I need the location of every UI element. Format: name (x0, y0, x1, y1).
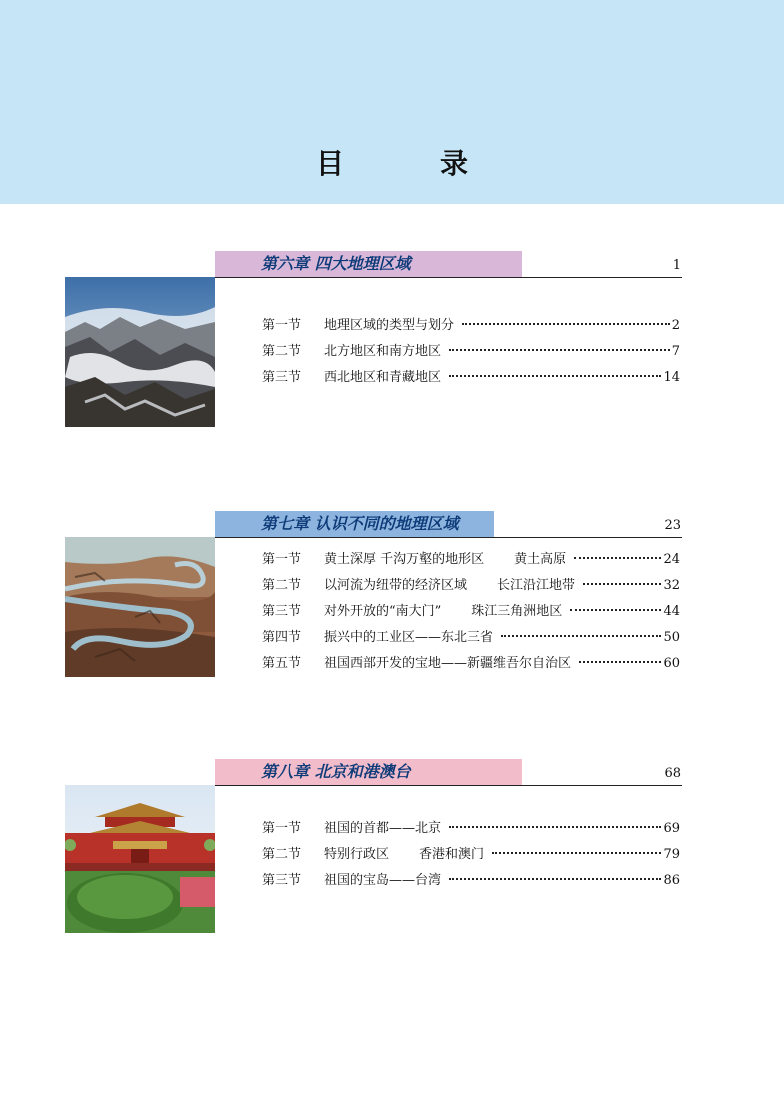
dot-leader (574, 557, 661, 559)
snowy-mountains-photo (65, 277, 215, 427)
list-item[interactable] (262, 626, 680, 652)
list-item[interactable] (262, 817, 680, 843)
section-number: 第三节 (262, 873, 302, 888)
list-item[interactable] (262, 843, 680, 869)
section-title: 西北地区和青藏地区 (324, 370, 442, 385)
chapter-page-number: 23 (664, 518, 681, 533)
section-page-number: 32 (663, 578, 680, 593)
section-subtitle: 长江沿江地带 (497, 578, 576, 593)
section-page-number: 50 (663, 630, 680, 645)
chapter-title[interactable]: 第八章 北京和港澳台 (215, 759, 522, 785)
section-list (262, 817, 680, 895)
dot-leader (501, 635, 661, 637)
section-list (262, 314, 680, 392)
section-page-number: 79 (663, 847, 680, 862)
dot-leader (449, 375, 661, 377)
dot-leader (579, 661, 661, 663)
section-number: 第三节 (262, 370, 302, 385)
header-band (0, 0, 784, 204)
section-title: 对外开放的“南大门” (324, 604, 442, 619)
list-item[interactable] (262, 869, 680, 895)
section-number: 第一节 (262, 552, 302, 567)
list-item[interactable] (262, 548, 680, 574)
section-title: 北方地区和南方地区 (324, 344, 442, 359)
section-title: 特别行政区 (324, 847, 390, 862)
section-title: 祖国的首都——北京 (324, 821, 442, 836)
loess-plateau-river-photo (65, 537, 215, 677)
dot-leader (449, 826, 661, 828)
section-number: 第二节 (262, 578, 302, 593)
dot-leader (583, 583, 661, 585)
dot-leader (462, 323, 670, 325)
section-page-number: 86 (663, 873, 680, 888)
tiananmen-gate-photo (65, 785, 215, 933)
section-page-number: 24 (663, 552, 680, 567)
section-page-number: 60 (663, 656, 680, 671)
section-number: 第三节 (262, 604, 302, 619)
section-page-number: 44 (663, 604, 680, 619)
section-title: 以河流为纽带的经济区域 (324, 578, 468, 593)
section-title: 振兴中的工业区——东北三省 (324, 630, 494, 645)
section-title: 黄土深厚 千沟万壑的地形区 (324, 552, 485, 567)
chapter-title[interactable]: 第六章 四大地理区域 (215, 251, 522, 277)
section-page-number: 2 (671, 318, 680, 333)
section-number: 第四节 (262, 630, 302, 645)
section-number: 第一节 (262, 318, 302, 333)
list-item[interactable] (262, 366, 680, 392)
section-page-number: 69 (663, 821, 680, 836)
list-item[interactable] (262, 574, 680, 600)
chapter-rule (215, 537, 682, 538)
dot-leader (449, 878, 661, 880)
section-page-number: 7 (671, 344, 680, 359)
section-subtitle: 黄土高原 (514, 552, 567, 567)
chapter-rule (215, 277, 682, 278)
list-item[interactable] (262, 600, 680, 626)
list-item[interactable] (262, 340, 680, 366)
chapter-page-number: 68 (664, 766, 681, 781)
chapter-title[interactable]: 第七章 认识不同的地理区域 (215, 511, 494, 537)
section-subtitle: 珠江三角洲地区 (471, 604, 563, 619)
chapter-page-number: 1 (672, 258, 681, 273)
list-item[interactable] (262, 314, 680, 340)
dot-leader (492, 852, 661, 854)
section-number: 第二节 (262, 847, 302, 862)
dot-leader (570, 609, 661, 611)
section-title: 祖国的宝岛——台湾 (324, 873, 442, 888)
section-number: 第五节 (262, 656, 302, 671)
section-title: 地理区域的类型与划分 (324, 318, 455, 333)
dot-leader (449, 349, 670, 351)
section-list (262, 548, 680, 678)
list-item[interactable] (262, 652, 680, 678)
section-number: 第一节 (262, 821, 302, 836)
page-title: 目 录 (315, 147, 502, 180)
section-title: 祖国西部开发的宝地——新疆维吾尔自治区 (324, 656, 572, 671)
section-number: 第二节 (262, 344, 302, 359)
section-subtitle: 香港和澳门 (419, 847, 485, 862)
section-page-number: 14 (663, 370, 680, 385)
chapter-rule (215, 785, 682, 786)
